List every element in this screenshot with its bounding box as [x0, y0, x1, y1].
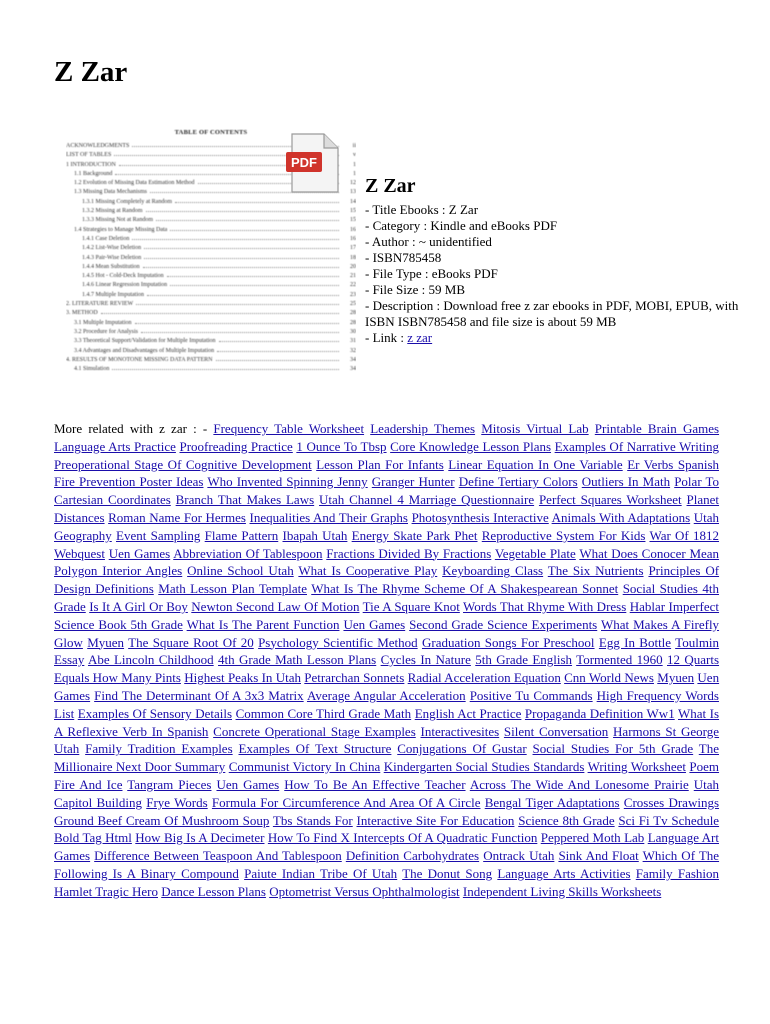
related-link[interactable]: Preoperational Stage Of Cognitive Development: [54, 456, 312, 472]
toc-page-number: 34: [350, 366, 356, 373]
related-link[interactable]: Tangram Pieces: [127, 776, 212, 792]
toc-leader-dots: [146, 210, 339, 212]
related-link[interactable]: The Millionaire Next Door Summary: [54, 741, 719, 775]
related-link[interactable]: Animals With Adaptations: [551, 509, 691, 525]
related-link[interactable]: Interactive Site For Education: [356, 812, 515, 828]
related-link[interactable]: Fire Prevention Poster Ideas: [54, 474, 204, 490]
related-link[interactable]: Optometrist Versus Ophthalmologist: [269, 883, 460, 899]
related-link[interactable]: Ibapah Utah: [282, 527, 348, 543]
related-link[interactable]: War Of 1812 Webquest: [54, 527, 720, 561]
related-link[interactable]: Polar To Cartesian Coordinates: [54, 474, 720, 508]
pdf-label: PDF: [291, 155, 317, 170]
info-filesize-line: - File Size : 59 MB: [365, 282, 466, 297]
related-link[interactable]: Define Tertiary Colors: [458, 474, 578, 490]
related-link[interactable]: Fractions Divided By Fractions: [326, 545, 492, 561]
toc-row: [66, 337, 356, 346]
toc-page-number: 23: [350, 291, 356, 298]
related-link[interactable]: How Big Is A Decimeter: [135, 830, 265, 846]
related-link[interactable]: Myuen: [87, 634, 125, 650]
toc-page-number: 25: [350, 301, 356, 308]
toc-row: [66, 300, 356, 309]
related-link[interactable]: Propaganda Definition Ww1: [524, 705, 675, 721]
related-link[interactable]: Family Tradition Examples: [85, 741, 233, 757]
info-filetype-line: - File Type : eBooks PDF: [365, 266, 498, 281]
toc-leader-dots: [144, 257, 339, 259]
toc-leader-dots: [144, 247, 339, 249]
related-link[interactable]: Bengal Tiger Adaptations: [484, 794, 620, 810]
toc-leader-dots: [135, 322, 340, 324]
toc-page-number: 15: [350, 208, 356, 215]
toc-leader-dots: [112, 368, 339, 370]
related-link[interactable]: Event Sampling: [116, 527, 201, 543]
toc-page-number: 28: [350, 319, 356, 326]
info-title-line: - Title Ebooks : Z Zar: [365, 202, 479, 217]
related-link[interactable]: Uen Games: [216, 776, 280, 792]
toc-leader-dots: [101, 312, 339, 314]
toc-row: [66, 254, 356, 263]
toc-leader-dots: [136, 303, 339, 305]
related-link[interactable]: Uen Games: [54, 670, 720, 703]
related-link[interactable]: The Donut Song: [402, 865, 493, 881]
toc-row: [66, 244, 356, 253]
related-link[interactable]: How To Be An Effective Teacher: [284, 776, 466, 792]
related-link[interactable]: Planet Distances: [54, 492, 720, 525]
related-link[interactable]: Frequency Table Worksheet: [213, 421, 365, 436]
toc-row: [66, 207, 356, 216]
toc-entry-text: LIST OF TABLES: [66, 152, 112, 159]
ebook-link[interactable]: z zar: [407, 330, 433, 345]
info-description-line: - Description : Download free z zar ebooks in PDF, MOBI, EPUB, with ISBN ISBN785458 and file size is about 59 MB: [365, 298, 739, 329]
related-link[interactable]: Concrete Operational Stage Examples: [213, 723, 416, 739]
related-link[interactable]: Hamlet Tragic Hero: [54, 883, 158, 899]
info-isbn-value: ISBN785458: [372, 250, 442, 265]
related-link[interactable]: Find The Determinant Of A 3x3 Matrix: [94, 687, 304, 703]
related-link[interactable]: Language Arts Activities: [497, 865, 631, 881]
related-link[interactable]: Outliers In Math: [581, 474, 671, 490]
toc-page-number: ii: [352, 143, 356, 149]
related-link[interactable]: Principles Of Design Definitions: [54, 563, 720, 597]
related-link[interactable]: Language Arts Practice: [54, 438, 176, 454]
toc-row: [66, 216, 356, 225]
related-link[interactable]: Printable Brain Games: [594, 421, 720, 436]
related-link[interactable]: Peppered Moth Lab: [540, 830, 645, 846]
related-link[interactable]: 5th Grade English: [475, 652, 573, 668]
related-link[interactable]: Positive Tu Commands: [469, 687, 593, 703]
toc-row: [66, 328, 356, 337]
related-link[interactable]: Flame Pattern: [204, 527, 279, 543]
related-link[interactable]: The Square Root Of 20: [128, 634, 254, 650]
toc-entry-text: 1 INTRODUCTION: [66, 161, 116, 168]
toc-row: [66, 272, 356, 281]
related-link[interactable]: Sci Fi Tv Schedule: [618, 812, 720, 828]
related-link[interactable]: What Is The Parent Function: [186, 616, 340, 632]
related-link[interactable]: Tbs Stands For: [272, 812, 353, 828]
toc-row: [66, 235, 356, 244]
related-link[interactable]: Er Verbs Spanish: [627, 456, 720, 472]
related-link[interactable]: Abbreviation Of Tablespoon: [173, 545, 323, 561]
related-link[interactable]: Second Grade Science Experiments: [409, 616, 598, 632]
related-link[interactable]: Hablar Imperfect: [629, 598, 720, 614]
related-link[interactable]: High Frequency Words List: [54, 687, 719, 721]
related-link[interactable]: Highest Peaks In Utah: [184, 670, 301, 686]
toc-leader-dots: [156, 219, 339, 221]
related-link[interactable]: Kindergarten Social Studies Standards: [383, 759, 585, 775]
related-link[interactable]: Paiute Indian Tribe Of Utah: [244, 865, 398, 881]
toc-entry-text: 1.4.3 Pair-Wise Deletion: [82, 254, 142, 261]
toc-entry-text: 3.1 Multiple Imputation: [74, 319, 132, 326]
related-link[interactable]: Math Lesson Plan Template: [158, 581, 307, 597]
related-link[interactable]: Keyboarding Class: [442, 563, 544, 579]
toc-leader-dots: [175, 201, 339, 203]
related-link[interactable]: Branch That Makes Laws: [175, 492, 315, 508]
toc-page-number: 16: [350, 235, 356, 242]
related-link[interactable]: Psychology Scientific Method: [258, 634, 418, 650]
related-link[interactable]: Proofreading Practice: [179, 438, 293, 454]
toc-entry-text: 1.4.1 Case Deletion: [82, 235, 130, 242]
related-links: [54, 420, 719, 901]
related-link[interactable]: Formula For Circumference And Area Of A Circle: [211, 794, 481, 810]
toc-entry-text: 3. METHOD: [66, 310, 98, 317]
toc-heading: TABLE OF CONTENTS: [174, 129, 248, 136]
toc-entry-text: 1.3 Missing Data Mechanisms: [74, 189, 147, 196]
toc-entry-text: 1.2 Evolution of Missing Data Estimation Method: [74, 180, 195, 187]
related-link[interactable]: Uen Games: [108, 545, 171, 561]
toc-leader-dots: [216, 359, 340, 361]
toc-entry-text: 1.4 Strategies to Manage Missing Data: [74, 226, 168, 233]
toc-page-number: 12: [350, 180, 356, 187]
toc-entry-text: 3.3 Theoretical Support/Validation for Multiple Imputation: [74, 338, 216, 345]
related-link[interactable]: What Makes A Firefly Glow: [54, 616, 720, 650]
toc-row: [66, 263, 356, 272]
related-link[interactable]: Science Book 5th Grade: [54, 616, 183, 632]
toc-entry-text: 1.3.3 Missing Not at Random: [82, 217, 154, 224]
toc-leader-dots: [143, 266, 339, 268]
related-link[interactable]: Newton Second Law Of Motion: [191, 598, 360, 614]
related-link[interactable]: Online School Utah: [187, 563, 294, 579]
info-filetype-value: eBooks PDF: [431, 266, 498, 281]
toc-entry-text: 1.4.6 Linear Regression Imputation: [82, 282, 168, 289]
related-link[interactable]: Abe Lincoln Childhood: [87, 652, 214, 668]
related-link[interactable]: Cycles In Nature: [380, 652, 471, 668]
related-link[interactable]: Dance Lesson Plans: [161, 883, 266, 899]
related-link[interactable]: Examples Of Text Structure: [238, 741, 392, 757]
toc-page-number: 21: [350, 273, 356, 280]
toc-page-number: 30: [350, 328, 356, 335]
toc-leader-dots: [170, 229, 339, 231]
related-link[interactable]: Independent Living Skills Worksheets: [462, 883, 662, 899]
info-filesize-value: 59 MB: [428, 282, 466, 297]
related-link[interactable]: What Does Conocer Mean: [579, 545, 720, 561]
toc-leader-dots: [147, 294, 339, 296]
related-link[interactable]: Frye Words: [146, 794, 208, 810]
toc-page-number: 20: [350, 263, 356, 270]
toc-row: [66, 319, 356, 328]
pdf-file-icon: [284, 132, 344, 194]
toc-page-number: 13: [350, 189, 356, 196]
related-link[interactable]: Graduation Songs For Preschool: [421, 634, 595, 650]
related-link[interactable]: Roman Name For Hermes: [108, 509, 246, 525]
related-link[interactable]: Family Fashion: [635, 865, 720, 881]
related-link[interactable]: What Is Cooperative Play: [298, 563, 438, 579]
related-link[interactable]: Radial Acceleration Equation: [407, 670, 561, 686]
toc-page-number: 14: [350, 198, 356, 205]
toc-leader-dots: [167, 275, 339, 277]
related-link[interactable]: Which Of The Following Is A Binary Compound: [54, 848, 720, 881]
toc-leader-dots: [170, 284, 339, 286]
toc-entry-text: 1.3.2 Missing at Random: [82, 208, 143, 215]
related-link[interactable]: Egg In Bottle: [598, 634, 672, 650]
info-title-value: Z Zar: [448, 202, 479, 217]
related-link[interactable]: Tormented 1960: [576, 652, 663, 668]
toc-entry-text: ACKNOWLEDGMENTS: [66, 143, 130, 149]
related-link[interactable]: Is It A Girl Or Boy: [89, 598, 188, 614]
related-link[interactable]: Social Studies 4th Grade: [54, 581, 720, 614]
toc-leader-dots: [219, 340, 339, 342]
related-link[interactable]: 1 Ounce To Tbsp: [296, 438, 387, 454]
info-isbn-line: - ISBN785458: [365, 250, 442, 265]
related-link[interactable]: Utah Geography: [54, 509, 720, 543]
toc-page-number: 34: [350, 356, 356, 363]
toc-page-number: 32: [350, 347, 356, 354]
related-link[interactable]: Crosses Drawings: [623, 794, 720, 810]
related-link[interactable]: Writing Worksheet: [587, 759, 686, 775]
related-link[interactable]: Petrarchan Sonnets: [304, 670, 405, 686]
toc-page-number: 22: [350, 282, 356, 289]
related-link[interactable]: Definition Carbohydrates: [345, 848, 480, 864]
related-link[interactable]: Photosynthesis Interactive: [411, 509, 549, 525]
related-link[interactable]: Ontrack Utah: [483, 848, 555, 864]
related-link[interactable]: Reproductive System For Kids: [481, 527, 646, 543]
related-link[interactable]: Bold Tag Html: [54, 830, 132, 846]
toc-leader-dots: [132, 238, 339, 240]
related-link[interactable]: Toulmin Essay: [54, 634, 720, 668]
related-link[interactable]: Core Knowledge Lesson Plans: [390, 438, 552, 454]
toc-page-number: 15: [350, 217, 356, 224]
related-link[interactable]: Vegetable Plate: [494, 545, 576, 561]
related-link[interactable]: Uen Games: [343, 616, 406, 632]
related-link[interactable]: Silent Conversation: [503, 723, 609, 739]
toc-row: [66, 356, 356, 365]
related-link[interactable]: What Is The Rhyme Scheme Of A Shakespearean Sonnet: [311, 581, 619, 597]
related-link[interactable]: Language Art Games: [54, 830, 719, 864]
toc-leader-dots: [217, 350, 339, 352]
related-link[interactable]: Ground Beef Cream Of Mushroom Soup: [54, 812, 270, 828]
related-link[interactable]: 12 Quarts Equals How Many Pints: [54, 652, 720, 686]
info-heading: Z Zar: [365, 175, 416, 197]
related-link[interactable]: Inequalities And Their Graphs: [249, 509, 408, 525]
related-link[interactable]: Perfect Squares Worksheet: [538, 492, 682, 508]
related-link[interactable]: Leadership Themes: [370, 421, 476, 436]
related-link[interactable]: Words That Rhyme With Dress: [463, 598, 627, 614]
related-link[interactable]: Conjugations Of Gustar: [397, 741, 527, 757]
toc-entry-text: 3.4 Advantages and Disadvantages of Multiple Imputation: [74, 347, 215, 354]
related-link[interactable]: Linear Equation In One Variable: [448, 456, 623, 472]
related-link[interactable]: Utah Capitol Building: [54, 776, 720, 810]
related-link[interactable]: Energy Skate Park Phet: [351, 527, 478, 543]
related-link[interactable]: 4th Grade Math Lesson Plans: [218, 652, 377, 668]
info-category-value: Kindle and eBooks PDF: [430, 218, 558, 233]
related-link[interactable]: Who Invented Spinning Jenny: [207, 474, 368, 490]
toc-page-number: 17: [350, 245, 356, 252]
toc-row: [66, 198, 356, 207]
related-link[interactable]: Interactivesites: [420, 723, 500, 739]
ebook-info: [365, 174, 760, 346]
toc-page-number: v: [353, 152, 356, 159]
related-link[interactable]: Social Studies For 5th Grade: [532, 741, 694, 757]
related-link[interactable]: Tie A Square Knot: [362, 598, 460, 614]
toc-entry-text: 1.3.1 Missing Completely at Random: [82, 198, 172, 205]
toc-page-number: 28: [350, 310, 356, 317]
related-link[interactable]: Lesson Plan For Infants: [316, 456, 444, 472]
toc-row: [66, 226, 356, 235]
related-link[interactable]: Harmons St George Utah: [54, 723, 720, 757]
related-link[interactable]: What Is A Reflexive Verb In Spanish: [54, 705, 720, 739]
related-link[interactable]: Myuen: [657, 670, 695, 686]
toc-row: [66, 281, 356, 290]
related-link[interactable]: Granger Hunter: [371, 474, 455, 490]
toc-entry-text: 1.4.2 List-Wise Deletion: [82, 245, 142, 252]
toc-entry-text: 1.4.5 Hot - Cold-Deck Imputation: [82, 273, 164, 280]
info-description-value: Download free z zar ebooks in PDF, MOBI, EPUB, with ISBN ISBN785458 and file size is about 59 MB: [365, 298, 739, 329]
toc-entry-text: 3.2 Procedure for Analysis: [74, 328, 138, 335]
related-link[interactable]: Common Core Third Grade Math: [235, 705, 412, 721]
info-link-line: - Link : z zar: [365, 330, 433, 345]
toc-row: [66, 365, 356, 374]
toc-page-number: 31: [350, 338, 356, 345]
toc-leader-dots: [141, 331, 339, 333]
related-link[interactable]: Communist Victory In China: [228, 759, 381, 775]
toc-page-number: 18: [350, 254, 356, 261]
toc-row: [66, 291, 356, 300]
toc-row: [66, 309, 356, 318]
page-title: Z Zar: [54, 56, 128, 88]
related-link[interactable]: Average Angular Acceleration: [306, 687, 466, 703]
toc-page-number: 1: [353, 170, 356, 177]
info-author-value: ~ unidentified: [418, 234, 492, 249]
toc-page-number: 1: [353, 161, 356, 168]
related-link[interactable]: English Act Practice: [414, 705, 522, 721]
toc-entry-text: 1.4.7 Multiple Imputation: [82, 291, 144, 298]
related-link[interactable]: Examples Of Narrative Writing: [554, 438, 720, 454]
related-link-list: [54, 421, 719, 899]
related-link[interactable]: Mitosis Virtual Lab: [481, 421, 589, 436]
related-link[interactable]: Cnn World News: [564, 670, 654, 686]
related-link[interactable]: Examples Of Sensory Details: [77, 705, 233, 721]
toc-entry-text: 4. RESULTS OF MONOTONE MISSING DATA PATTERN: [66, 356, 213, 363]
related-link[interactable]: Sink And Float: [558, 848, 639, 864]
related-link[interactable]: Difference Between Teaspoon And Tablespoon: [94, 848, 342, 864]
related-link[interactable]: Poem Fire And Ice: [54, 759, 720, 792]
related-link[interactable]: How To Find X Intercepts Of A Quadratic Function: [267, 830, 538, 846]
related-link[interactable]: Across The Wide And Lonesome Prairie: [469, 776, 689, 792]
related-intro: More related with z zar : -: [54, 421, 214, 436]
related-link[interactable]: The Six Nutrients: [547, 563, 644, 579]
related-link[interactable]: Utah Channel 4 Marriage Questionnaire: [319, 492, 535, 508]
toc-entry-text: 4.1 Simulation: [74, 366, 110, 373]
info-category-line: - Category : Kindle and eBooks PDF: [365, 218, 558, 233]
toc-entry-text: 1.4.4 Mean Substitution: [82, 263, 140, 270]
related-link[interactable]: Polygon Interior Angles: [54, 563, 183, 579]
toc-entry-text: 2. LITERATURE REVIEW: [66, 301, 134, 308]
related-link[interactable]: Science 8th Grade: [518, 812, 615, 828]
toc-row: [66, 347, 356, 356]
info-author-line: - Author : ~ unidentified: [365, 234, 492, 249]
toc-entry-text: 1.1 Background: [74, 170, 113, 177]
toc-page-number: 16: [350, 226, 356, 233]
